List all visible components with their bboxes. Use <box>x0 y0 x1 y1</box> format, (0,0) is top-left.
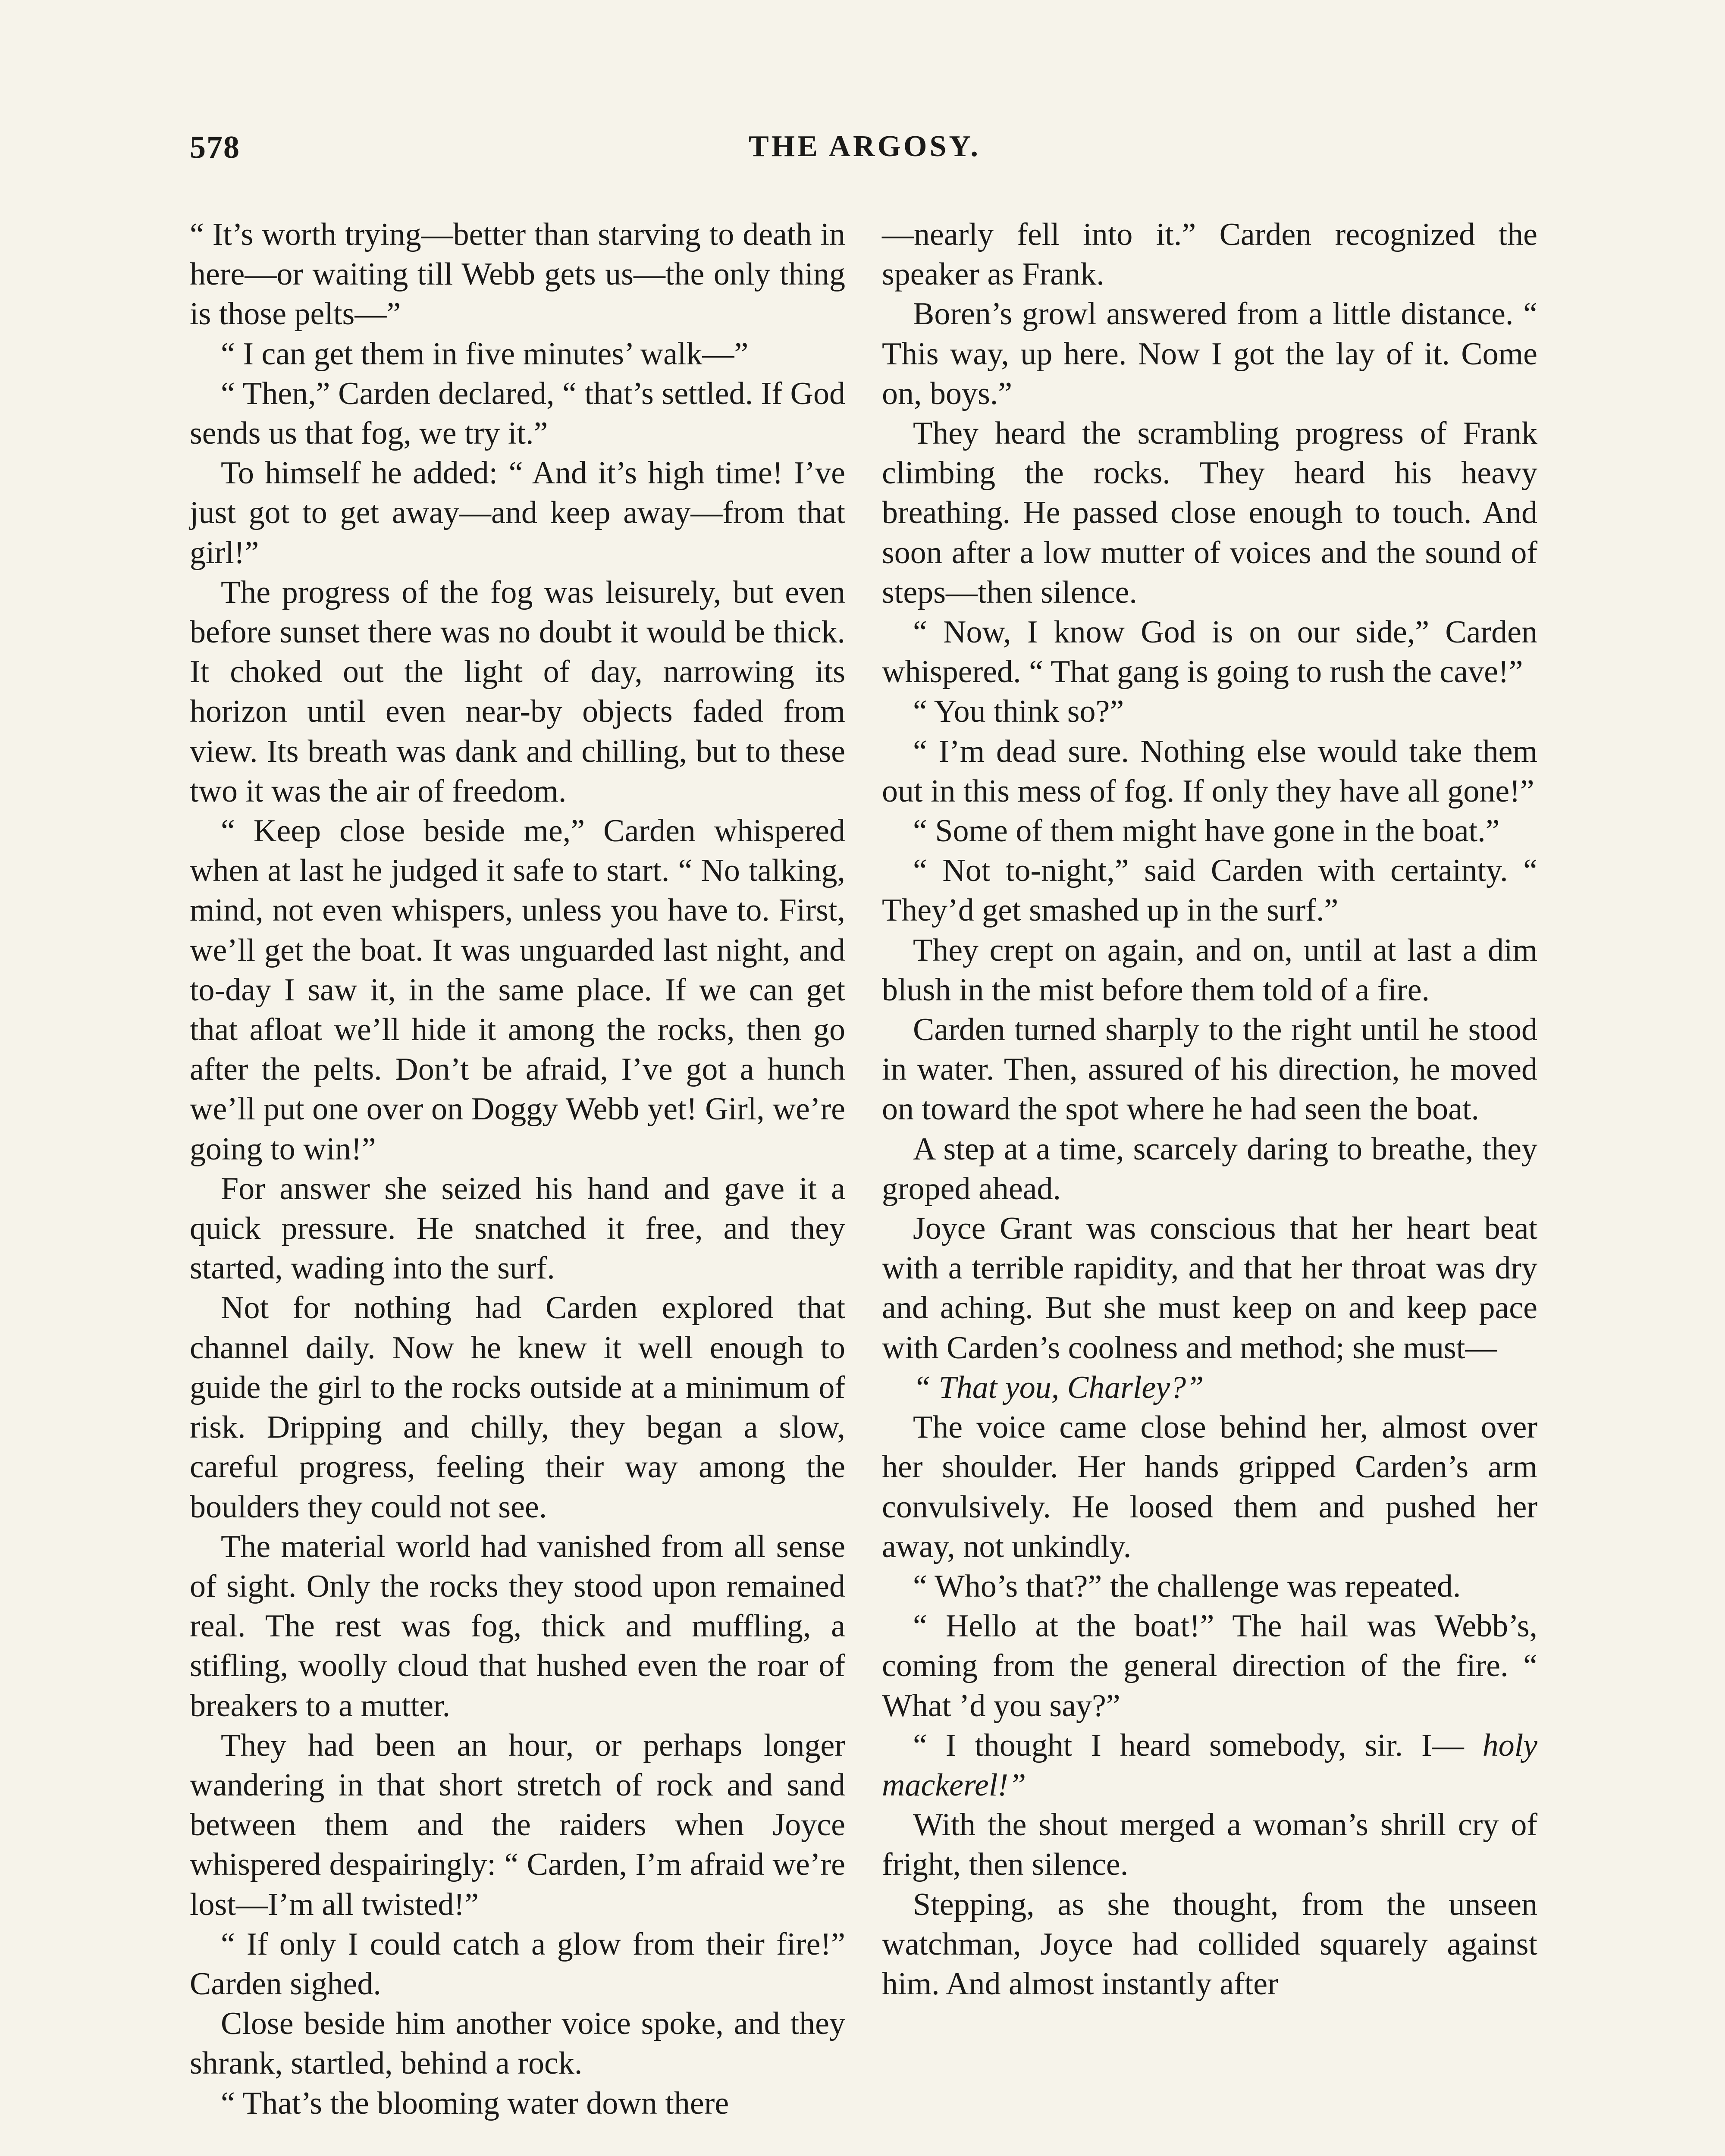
running-title: THE ARGOSY. <box>748 130 981 163</box>
paragraph: With the shout merged a woman’s shrill cry of fright, then silence. <box>882 1807 1537 1883</box>
paragraph: “ Some of them might have gone in the boat.” <box>913 813 1500 849</box>
paragraph: “ Hello at the boat!” The hail was Webb’s, coming from the general direction of the fire. “ What ’d you say?” <box>882 1608 1537 1724</box>
page-number: 578 <box>190 130 240 165</box>
paragraph: “ I’m dead sure. Nothing else would take them out in this mess of fog. If only they have all gone!” <box>882 733 1537 809</box>
paragraph: “ Who’s that?” the challenge was repeated. <box>913 1568 1461 1604</box>
left-column <box>190 215 845 2123</box>
paragraph: They crept on again, and on, until at last a dim blush in the mist before them told of a fire. <box>882 932 1537 1008</box>
paragraph: The voice came close behind her, almost over her shoulder. Her hands gripped Carden’s arm convulsively. He loosed them and pushed her away, not unkindly. <box>882 1410 1537 1564</box>
paragraph: “ Now, I know God is on our side,” Carden whispered. “ That gang is going to rush the cave!” <box>882 614 1537 690</box>
paragraph: Not for nothing had Carden explored that channel daily. Now he knew it well enough to guide the girl to the rocks outside at a minimum of risk. Dripping and chilly, they began a slow, careful progress, feeling their way among the boulders they could not see. <box>190 1290 845 1525</box>
paragraph: They had been an hour, or perhaps longer wandering in that short stretch of rock and sand between them and the raiders when Joyce whispered despairingly: “ Carden, I’m afraid we’re lost—I’m all twisted!” <box>190 1727 845 1922</box>
paragraph: They heard the scrambling progress of Frank climbing the rocks. They heard his heavy breathing. He passed close enough to touch. And soon after a low mutter of voices and the sound of steps—then silence. <box>882 416 1537 610</box>
paragraph: The progress of the fog was leisurely, but even before sunset there was no doubt it would be thick. It choked out the light of day, narrowing its horizon until even near-by objects faded from view. Its breath was dank and chilling, but to these two it was the air of freedom. <box>190 574 845 809</box>
paragraph: “ If only I could catch a glow from their fire!” Carden sighed. <box>190 1926 845 2002</box>
italic-paragraph: “ That you, Charley?” <box>913 1369 1204 1405</box>
paragraph: To himself he added: “ And it’s high time! I’ve just got to get away—and keep away—from that girl!” <box>190 455 845 570</box>
paragraph-roman-text: “ I thought I heard somebody, sir. I— <box>913 1727 1483 1763</box>
paragraph-italic-text: holy mackerel!” <box>882 1727 1537 1803</box>
paragraph: “ That’s the blooming water down there <box>221 2085 729 2121</box>
paragraph: Joyce Grant was conscious that her heart beat with a terrible rapidity, and that her throat was dry and aching. But she must keep on and keep pace with Carden’s coolness and method; she must— <box>882 1211 1537 1366</box>
paragraph: “ Keep close beside me,” Carden whispered when at last he judged it safe to start. “ No talking, mind, not even whispers, unless you have to. First, we’ll get the boat. It was unguarded last night, and to-day I saw it, in the same place. If we can get that afloat we’ll hide it among the rocks, then go after the pelts. Don’t be afraid, I’ve got a hunch we’ll put one over on Doggy Webb yet! Girl, we’re going to win!” <box>190 813 845 1167</box>
paragraph: Boren’s growl answered from a little distance. “ This way, up here. Now I got the lay of it. Come on, boys.” <box>882 296 1537 411</box>
paragraph <box>882 1726 1537 1805</box>
paragraph: Stepping, as she thought, from the unseen watchman, Joyce had collided squarely against him. And almost instantly after <box>882 1887 1537 2002</box>
paragraph: —nearly fell into it.” Carden recognized the speaker as Frank. <box>882 217 1537 292</box>
paragraph: “ Not to-night,” said Carden with certainty. “ They’d get smashed up in the surf.” <box>882 853 1537 928</box>
right-column <box>882 215 1537 2004</box>
paragraph: “ Then,” Carden declared, “ that’s settled. If God sends us that fog, we try it.” <box>190 376 845 451</box>
page-header <box>190 129 1540 190</box>
paragraph: Close beside him another voice spoke, and they shrank, startled, behind a rock. <box>190 2006 845 2081</box>
paragraph: A step at a time, scarcely daring to breathe, they groped ahead. <box>882 1131 1537 1206</box>
paragraph: “ It’s worth trying—better than starving to death in here—or waiting till Webb gets us—the only thing is those pelts—” <box>190 217 845 332</box>
paragraph: “ You think so?” <box>913 694 1124 730</box>
paragraph: “ I can get them in five minutes’ walk—” <box>221 336 749 372</box>
paragraph: Carden turned sharply to the right until he stood in water. Then, assured of his direction, he moved on toward the spot where he had seen the boat. <box>882 1012 1537 1127</box>
paragraph: The material world had vanished from all sense of sight. Only the rocks they stood upon remained real. The rest was fog, thick and muffling, a stifling, woolly cloud that hushed even the roar of breakers to a mutter. <box>190 1529 845 1724</box>
paragraph: For answer she seized his hand and gave it a quick pressure. He snatched it free, and they started, wading into the surf. <box>190 1171 845 1286</box>
